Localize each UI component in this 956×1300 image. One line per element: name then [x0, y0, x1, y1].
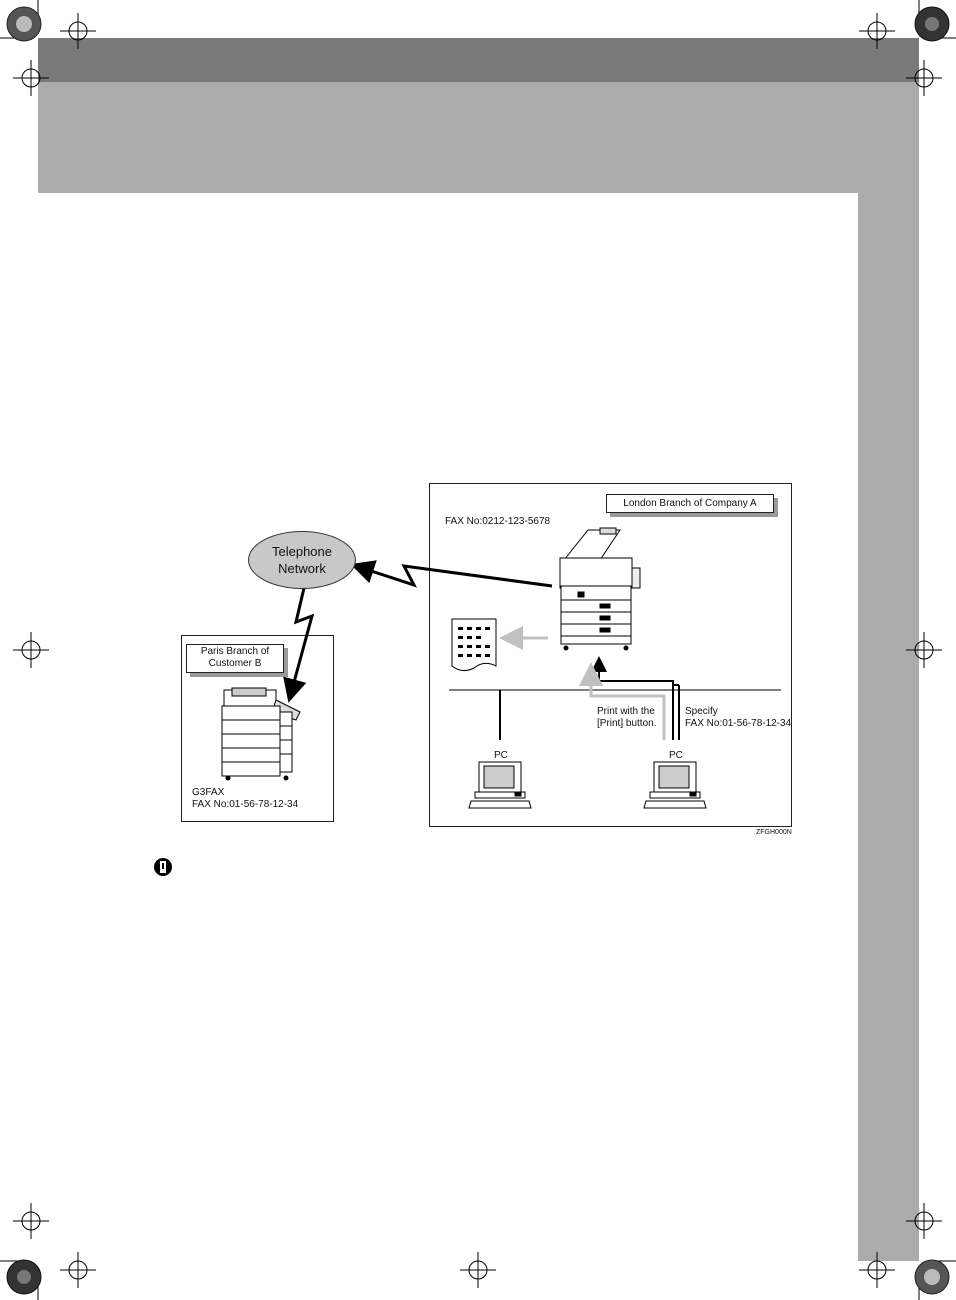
important-icon: [154, 858, 172, 876]
london-fax-number: FAX No:0212-123-5678: [445, 516, 551, 527]
figure-code: ZFGH000N: [756, 829, 792, 836]
pc-right-label: PC: [669, 750, 683, 761]
document-icon: [452, 619, 496, 671]
printer-icon: [222, 688, 300, 780]
print-instruction-note: Print with the [Print] button.: [597, 706, 657, 729]
fax-link-london: [356, 566, 552, 586]
fax-machine-icon: [560, 528, 640, 650]
computer-icon: [644, 762, 706, 808]
computer-icon: [469, 762, 531, 808]
london-branch-label: London Branch of Company A: [606, 494, 774, 513]
paris-device-type: G3FAX: [192, 787, 225, 798]
telephone-network-cloud: Telephone Network: [248, 531, 356, 589]
paris-branch-label: Paris Branch of Customer B: [186, 644, 284, 673]
specify-fax-note: Specify FAX No:01-56-78-12-34: [685, 706, 792, 729]
fax-link-paris: [290, 588, 312, 697]
paris-fax-number: FAX No:01-56-78-12-34: [192, 799, 299, 810]
pc-left-label: PC: [494, 750, 508, 761]
